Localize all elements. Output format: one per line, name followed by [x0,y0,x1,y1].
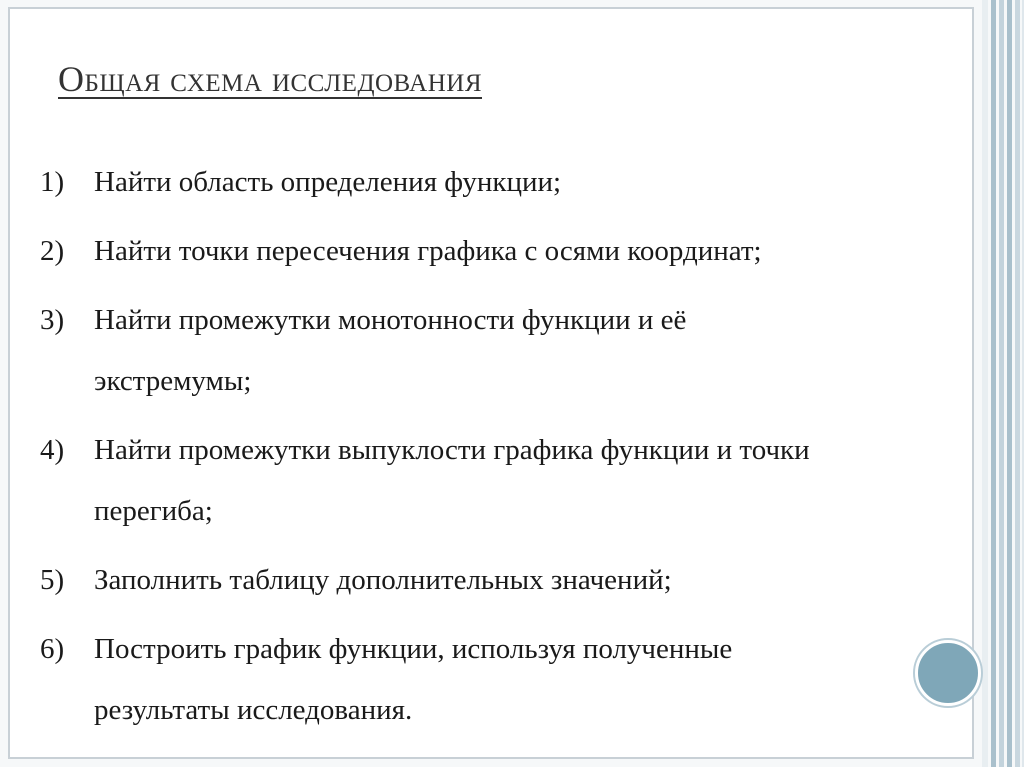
list-item [40,420,940,542]
item-number: 3) [40,304,65,336]
stripe [1015,0,1020,767]
item-text: Найти область определения функции; [94,166,562,198]
item-text [94,420,940,542]
stripe [991,0,996,767]
decorative-stripes [982,0,1024,767]
list-item [40,221,940,282]
stripe [999,0,1004,767]
decorative-circle [915,640,981,706]
list-item [40,619,940,741]
item-number: 6) [40,633,65,665]
stripe [1007,0,1012,767]
list-item [40,550,940,611]
item-number: 1) [40,166,65,198]
item-text [94,290,940,412]
item-number: 2) [40,235,65,267]
item-text-line: Найти промежутки монотонности функции и её [94,304,687,336]
list-item [40,152,940,213]
item-text [94,619,940,741]
item-number: 4) [40,434,65,466]
item-number: 5) [40,564,65,596]
item-text: Найти точки пересечения графика с осями координат; [94,235,762,267]
list-item [40,290,940,412]
item-text-line: результаты исследования. [94,694,413,726]
slide-title: Общая схема исследования [58,59,482,99]
item-text-line: экстремумы; [94,365,252,397]
item-text: Заполнить таблицу дополнительных значений; [94,564,672,596]
item-text-line: перегиба; [94,495,213,527]
item-text-line: Построить график функции, используя полученные [94,633,733,665]
steps-list [40,152,940,749]
stripe [982,0,988,767]
item-text-line: Найти промежутки выпуклости графика функции и точки [94,434,810,466]
